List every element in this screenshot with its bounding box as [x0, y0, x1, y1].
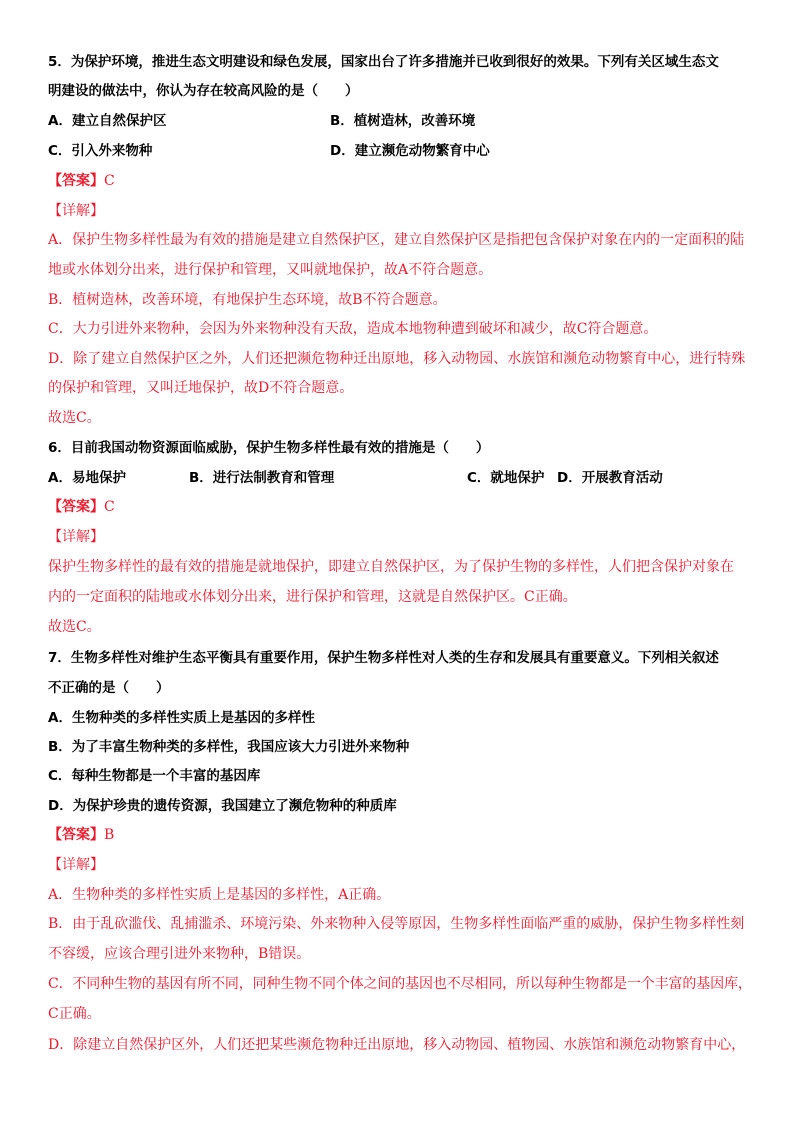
q7-option-c: C．每种生物都是一个丰富的基因库 [48, 768, 261, 784]
q7-explanation-line: C．不同种生物的基因有所不同，同种生物不同个体之间的基因也不尽相同，所以每种生物都是一个丰富的基因库， [48, 976, 752, 992]
q5-explanation-line: C．大力引进外来物种，会因为外来物种没有天敌，造成本地物种遭到破坏和减少，故C符合题意。 [48, 321, 658, 337]
answer-label: 【答案】 [48, 827, 104, 843]
q6-option-a: A．易地保护 [48, 470, 126, 486]
q7-explanation-line: D．除建立自然保护区外，人们还把某些濒危物种迁出原地，移入动物园、植物园、水族馆和濒危动物繁育中心， [48, 1037, 746, 1053]
q5-explanation-line: D．除了建立自然保护区之外，人们还把濒危物种迁出原地，移入动物园、水族馆和濒危动物繁育中心，进行特殊 [48, 351, 746, 367]
q5-option-b: B．植树造林，改善环境 [330, 113, 476, 129]
q5-explanation-line: 的保护和管理，又叫迁地保护，故D不符合题意。 [48, 380, 354, 396]
q7-stem-line2: 不正确的是（ ） [48, 680, 170, 696]
q5-option-c: C．引入外来物种 [48, 143, 153, 159]
q6-explanation-line: 保护生物多样性的最有效的措施是就地保护，即建立自然保护区，为了保护生物的多样性，人们把含保护对象在 [48, 559, 734, 575]
q5-conclusion: 故选C。 [48, 410, 101, 426]
q7-option-a: A．生物种类的多样性实质上是基因的多样性 [48, 710, 315, 726]
q7-explanation-line: 不容缓，应该合理引进外来物种，B错误。 [48, 946, 311, 962]
answer-value: C [104, 173, 115, 189]
q7-explanation-line: C正确。 [48, 1006, 101, 1022]
q7-answer [48, 825, 114, 845]
answer-value: C [104, 499, 115, 515]
q7-option-d: D．为保护珍贵的遗传资源，我国建立了濒危物种的种质库 [48, 798, 397, 814]
q6-stem: 6．目前我国动物资源面临威胁，保护生物多样性最有效的措施是（ ） [48, 440, 490, 456]
q6-option-d: D．开展教育活动 [557, 470, 663, 486]
q5-explanation-line: 地或水体划分出来，进行保护和管理，又叫就地保护，故A不符合题意。 [48, 262, 493, 278]
answer-label: 【答案】 [48, 173, 104, 189]
q5-answer [48, 171, 115, 191]
q5-explanation-line: B．植树造林，改善环境，有地保护生态环境，故B不符合题意。 [48, 292, 447, 308]
answer-label: 【答案】 [48, 499, 104, 515]
q7-option-b: B．为了丰富生物种类的多样性，我国应该大力引进外来物种 [48, 739, 410, 755]
q5-option-d: D．建立濒危动物繁育中心 [330, 143, 490, 159]
q7-detail-label: 【详解】 [48, 857, 104, 873]
q7-explanation-line: B．由于乱砍滥伐、乱捕滥杀、环境污染、外来物种入侵等原因，生物多样性面临严重的威胁，保护生物多样性刻 [48, 916, 745, 932]
q6-conclusion: 故选C。 [48, 619, 101, 635]
q5-stem-line1: 5．为保护环境，推进生态文明建设和绿色发展，国家出台了许多措施并已收到很好的效果。下列有关区域生态文 [48, 54, 719, 70]
answer-value: B [104, 827, 115, 843]
q6-answer [48, 497, 115, 517]
q5-option-a: A．建立自然保护区 [48, 113, 167, 129]
q6-option-b: B．进行法制教育和管理 [189, 470, 335, 486]
q5-stem-line2: 明建设的做法中，你认为存在较高风险的是（ ） [48, 83, 359, 99]
q7-explanation-line: A．生物种类的多样性实质上是基因的多样性，A正确。 [48, 887, 391, 903]
q5-detail-label: 【详解】 [48, 203, 104, 219]
q5-explanation-line: A．保护生物多样性最为有效的措施是建立自然保护区，建立自然保护区是指把包含保护对象在内的一定面积的陆 [48, 232, 745, 248]
q6-option-c: C．就地保护 [467, 470, 545, 486]
q6-detail-label: 【详解】 [48, 529, 104, 545]
q6-explanation-line: 内的一定面积的陆地或水体划分出来，进行保护和管理，这就是自然保护区。C正确。 [48, 589, 577, 605]
q7-stem-line1: 7．生物多样性对维护生态平衡具有重要作用，保护生物多样性对人类的生存和发展具有重要意义。下列相关叙述 [48, 650, 719, 666]
